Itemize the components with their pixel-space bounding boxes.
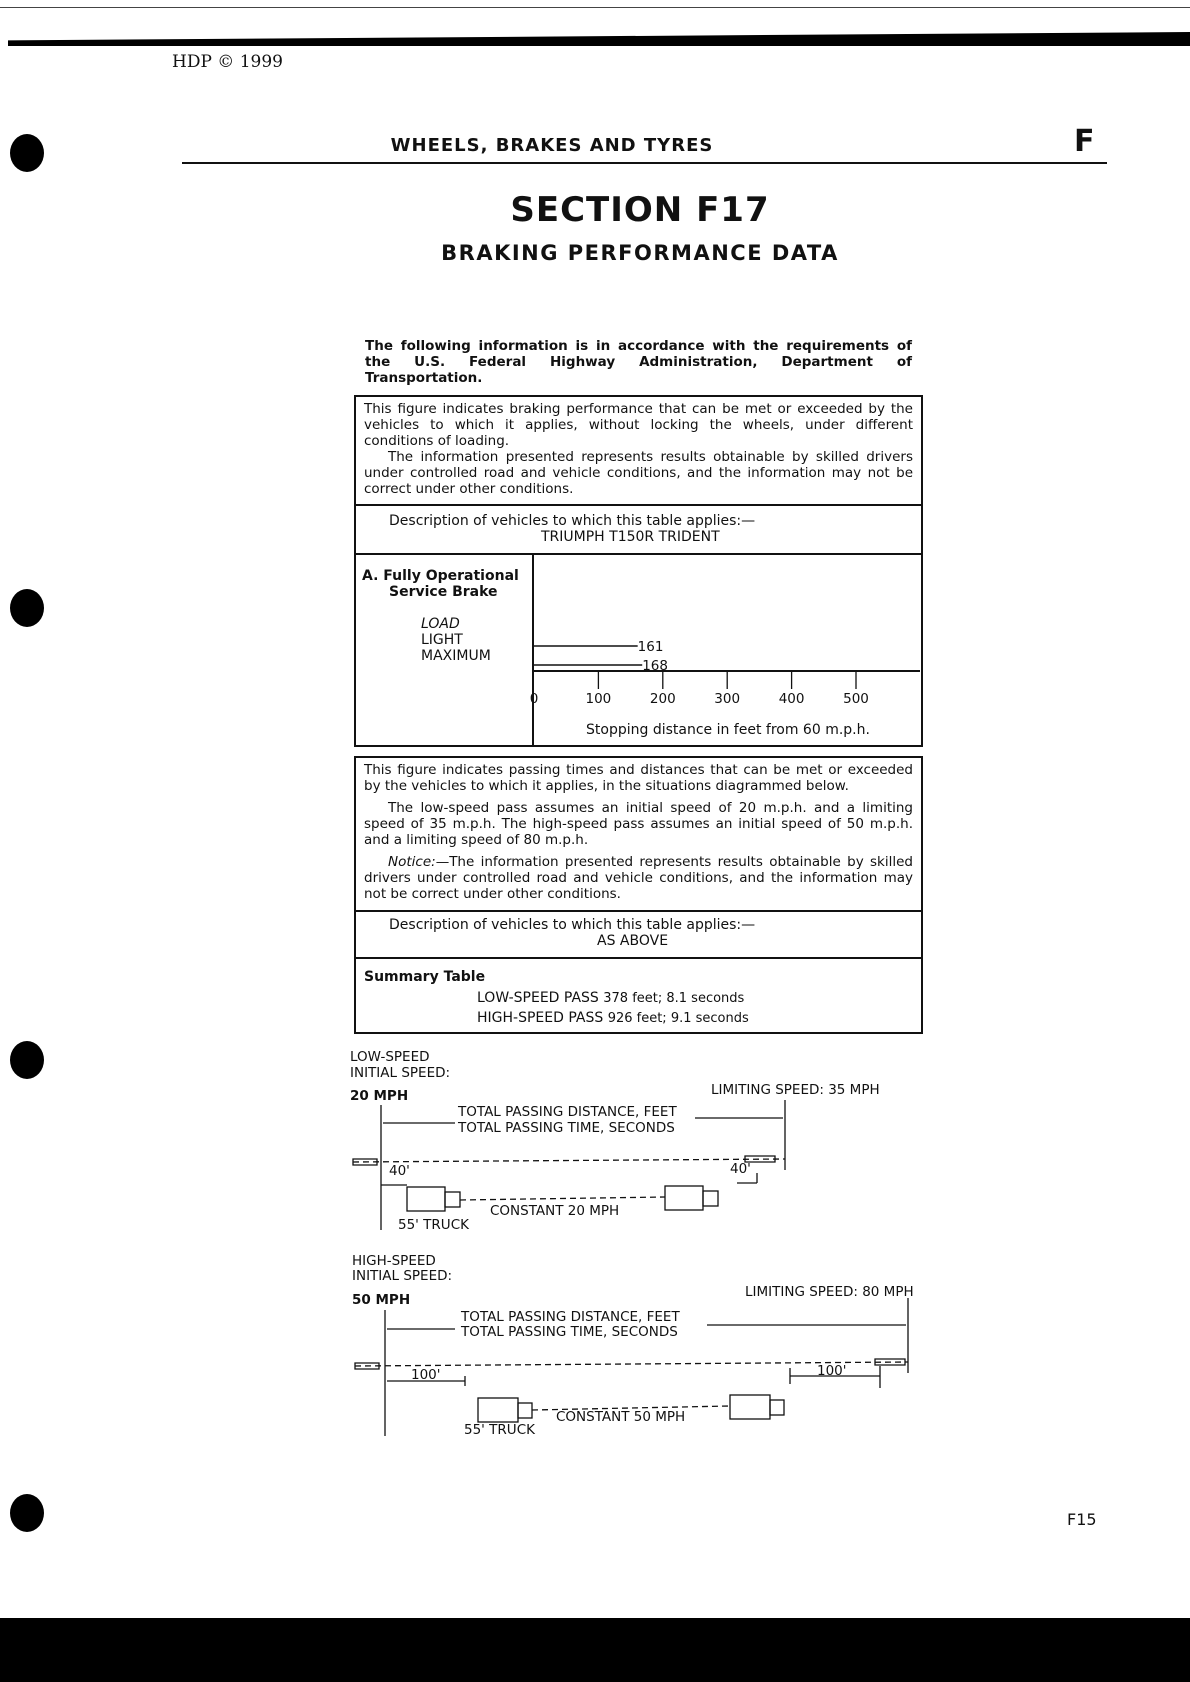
brake-subtitle: Service Brake	[389, 584, 498, 600]
load-maximum: MAXIMUM	[421, 648, 491, 664]
load-label: LOAD	[421, 616, 460, 632]
truck-label: 55' TRUCK	[464, 1422, 535, 1438]
vehicle-name: TRIUMPH T150R TRIDENT	[541, 529, 720, 545]
chart-xlabel: Stopping distance in feet from 60 m.p.h.	[586, 722, 870, 738]
summary-label: HIGH-SPEED PASS	[477, 1010, 604, 1026]
load-light: LIGHT	[421, 632, 463, 648]
diagram-subtitle: INITIAL SPEED:	[350, 1065, 451, 1081]
high-speed-diagram	[345, 1248, 945, 1438]
x-tick-label: 200	[649, 691, 676, 707]
time-label: TOTAL PASSING TIME, SECONDS	[458, 1120, 675, 1136]
x-tick-label: 0	[529, 691, 539, 707]
distance-label: TOTAL PASSING DISTANCE, FEET	[458, 1104, 677, 1120]
initial-speed: 50 MPH	[352, 1292, 411, 1308]
notice-label: Notice:	[388, 854, 436, 870]
limiting-speed: LIMITING SPEED: 80 MPH	[745, 1284, 914, 1300]
divider	[356, 957, 921, 959]
vehicle-desc-label: Description of vehicles to which this table applies:—	[389, 917, 756, 933]
binder-hole	[10, 1494, 44, 1532]
diagram-title: LOW-SPEED	[350, 1049, 430, 1065]
vehicle-name: AS ABOVE	[597, 933, 669, 949]
notice-text: —The information presented represents results obtainable by skilled drivers under controlled road and vehicle conditions, and the information may not be correct under other conditions.	[364, 854, 913, 902]
braking-para-1: This figure indicates braking performance that can be met or exceeded by the vehicles to which it applies, without locking the wheels, under different conditions of loading.	[364, 401, 913, 449]
time-label: TOTAL PASSING TIME, SECONDS	[461, 1324, 678, 1340]
chapter-letter: F	[1074, 124, 1095, 159]
x-tick-label: 100	[585, 691, 612, 707]
summary-value: 926 feet; 9.1 seconds	[607, 1011, 749, 1026]
constant-speed: CONSTANT 50 MPH	[556, 1409, 686, 1425]
gap-label: 100'	[817, 1363, 847, 1379]
gap-label: 100'	[411, 1367, 441, 1383]
scan-top-bar	[8, 32, 1190, 46]
bar-value-label: 168	[642, 658, 668, 674]
divider	[356, 504, 921, 506]
section-title: SECTION F17	[510, 190, 770, 230]
summary-label: LOW-SPEED PASS	[477, 990, 599, 1006]
braking-box	[354, 395, 923, 747]
binder-hole	[10, 589, 44, 627]
low-speed-diagram	[345, 1045, 905, 1235]
diagram-subtitle: INITIAL SPEED:	[352, 1268, 453, 1284]
x-tick-label: 300	[714, 691, 741, 707]
summary-row	[477, 1010, 749, 1026]
top-rule	[0, 7, 1190, 8]
gap-label: 40'	[730, 1161, 751, 1177]
passing-para-2: The low-speed pass assumes an initial speed of 20 m.p.h. and a limiting speed of 35 m.p.h. The high-speed pass assumes an initial speed of 50 m.p.h. and a limiting speed of 80 m.p.h.	[364, 800, 913, 848]
chapter-title: WHEELS, BRAKES AND TYRES	[390, 135, 714, 156]
passing-box	[354, 756, 923, 1034]
distance-label: TOTAL PASSING DISTANCE, FEET	[461, 1309, 680, 1325]
binder-hole	[10, 1041, 44, 1079]
truck-label: 55' TRUCK	[398, 1217, 469, 1233]
x-tick-label: 400	[778, 691, 805, 707]
constant-speed: CONSTANT 20 MPH	[490, 1203, 620, 1219]
bar-value-label: 161	[637, 639, 664, 655]
stopping-chart	[529, 555, 922, 745]
brake-title: A. Fully Operational	[362, 568, 519, 584]
page-number: F15	[1067, 1510, 1097, 1529]
passing-notice	[364, 854, 913, 902]
diagram-title: HIGH-SPEED	[352, 1253, 436, 1269]
intro-text: The following information is in accordance with the requirements of the U.S. Federal Highway Administration, Department of Transportation.	[365, 338, 912, 386]
initial-speed: 20 MPH	[350, 1088, 409, 1104]
header-rule	[182, 162, 1107, 164]
scan-bottom-bar	[0, 1618, 1190, 1682]
limiting-speed: LIMITING SPEED: 35 MPH	[711, 1082, 880, 1098]
gap-label: 40'	[389, 1163, 410, 1179]
passing-para-1: This figure indicates passing times and distances that can be met or exceeded by the vehicles to which it applies, in the situations diagrammed below.	[364, 762, 913, 794]
binder-hole	[10, 134, 44, 172]
summary-title: Summary Table	[364, 969, 486, 985]
copyright: HDP © 1999	[172, 52, 283, 72]
summary-row	[477, 990, 744, 1006]
summary-value: 378 feet; 8.1 seconds	[603, 991, 745, 1006]
braking-para-2: The information presented represents results obtainable by skilled drivers under controlled road and vehicle conditions, and the information may not be correct under other conditions.	[364, 449, 913, 497]
vehicle-desc-label: Description of vehicles to which this table applies:—	[389, 513, 756, 529]
divider	[356, 910, 921, 912]
x-tick-label: 500	[843, 691, 869, 707]
section-subtitle: BRAKING PERFORMANCE DATA	[441, 241, 839, 265]
